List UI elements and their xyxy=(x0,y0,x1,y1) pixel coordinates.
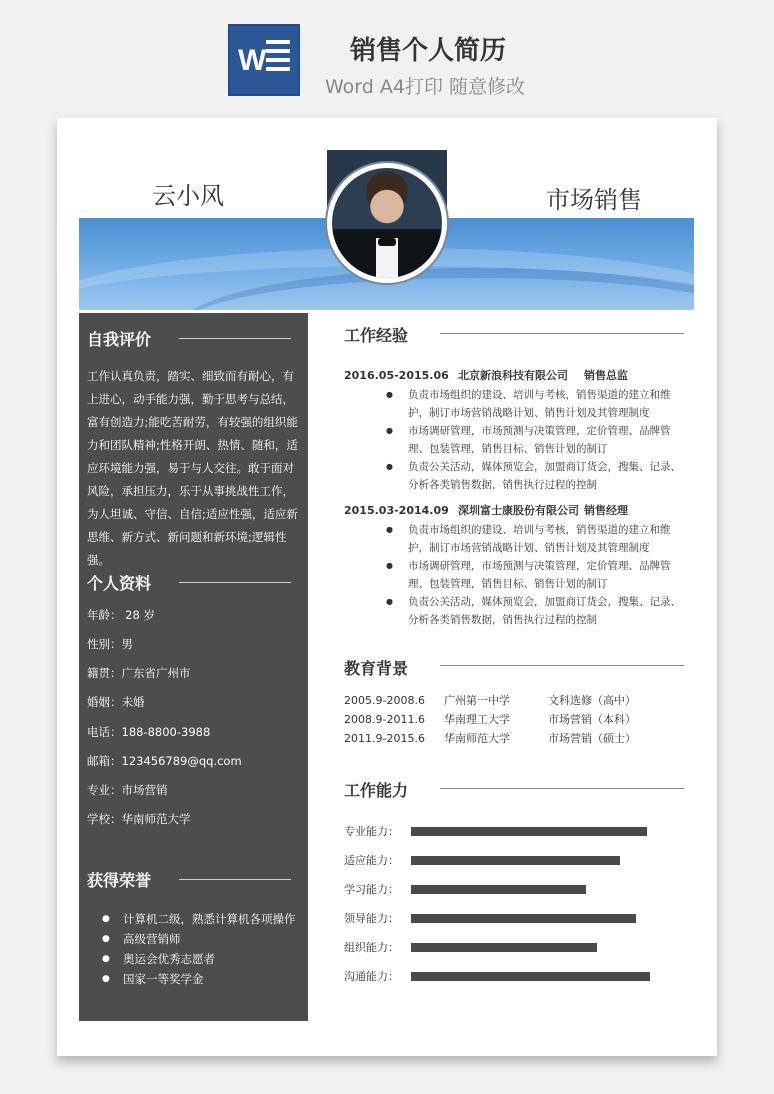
list-item: ● 高级营销师 xyxy=(109,929,304,949)
section-divider xyxy=(440,333,684,334)
info-school: 学校：华南师范大学 xyxy=(87,812,191,826)
section-divider xyxy=(179,338,291,339)
job-period: 2016.05-2015.06 xyxy=(344,369,449,382)
job-position: 销售总监 xyxy=(584,369,628,382)
self-eval-text: 工作认真负责，踏实、细致而有耐心，有上进心，动手能力强，勤于思考与总结，富有创造力;能吃苦耐劳，有较强的组织能力和团队精神;性格开朗、热情、随和，适应环境能力强，易于与人交往。敢于面对风险，承担压力，乐于从事挑战性工作，为人坦诚、守信、自信;适应性强，适应新思维、新方式、新问题和新环境;逻辑性强。 xyxy=(87,369,298,567)
skills-title: 工作能力 xyxy=(344,781,409,800)
info-marital: 婚姻：未婚 xyxy=(87,695,145,709)
left-sidebar xyxy=(79,313,308,1021)
job-position: 销售经理 xyxy=(584,504,628,517)
self-eval-title: 自我评价 xyxy=(87,330,152,349)
skill-row xyxy=(344,908,689,928)
job-period: 2015.03-2014.09 xyxy=(344,504,449,517)
job-entry xyxy=(344,501,689,629)
info-hometown: 籍贯：广东省广州市 xyxy=(87,666,191,680)
job-duty: ● 负责公关活动，媒体预览会，加盟商订货会，搜集、记录、分析各类销售数据，销售执行过程的控制 xyxy=(344,458,689,494)
resume-page xyxy=(57,118,717,1056)
honors-list xyxy=(109,909,304,989)
skill-row xyxy=(344,966,689,986)
skill-label: 组织能力： xyxy=(344,941,399,954)
info-email: 邮箱：123456789@qq.com xyxy=(87,754,242,768)
skill-row xyxy=(344,879,689,899)
document-lines-icon xyxy=(266,40,290,76)
skill-row xyxy=(344,937,689,957)
candidate-name: 云小风 xyxy=(152,182,224,210)
skill-level-bar xyxy=(411,856,620,865)
section-divider xyxy=(179,582,291,583)
job-duty: ● 负责公关活动，媒体预览会，加盟商订货会，搜集、记录、分析各类销售数据，销售执行过程的控制 xyxy=(344,593,689,629)
education-table xyxy=(344,691,636,748)
info-phone: 电话：188-8800-3988 xyxy=(87,725,211,739)
skill-level-bar xyxy=(411,885,586,894)
profile-photo xyxy=(327,163,447,283)
info-gender: 性别：男 xyxy=(87,637,133,651)
skill-label: 适应能力： xyxy=(344,854,399,867)
skill-level-bar xyxy=(411,827,647,836)
list-item: ● 计算机二级，熟悉计算机各项操作 xyxy=(109,909,304,929)
job-duty: ● 市场调研管理，市场预测与决策管理，定价管理、品牌管理、包装管理，销售目标、销售计划的制订 xyxy=(344,422,689,458)
info-age: 年龄： 28 岁 xyxy=(87,608,155,622)
info-major: 专业：市场营销 xyxy=(87,783,168,797)
promo-subtitle: Word A4打印 随意修改 xyxy=(325,76,526,98)
personal-info-title: 个人资料 xyxy=(87,574,152,593)
word-app-icon xyxy=(228,24,300,96)
skill-level-bar xyxy=(411,972,650,981)
candidate-job-title: 市场销售 xyxy=(546,186,642,214)
job-company: 北京新浪科技有限公司 xyxy=(458,369,568,382)
honors-title: 获得荣誉 xyxy=(87,871,152,890)
job-duty: ● 负责市场组织的建设、培训与考核，销售渠道的建立和维护，制订市场营销战略计划、销售计划及其管理制度 xyxy=(344,386,689,422)
job-duty: ● 负责市场组织的建设、培训与考核，销售渠道的建立和维护，制订市场营销战略计划、销售计划及其管理制度 xyxy=(344,521,689,557)
skill-level-bar xyxy=(411,914,636,923)
job-company: 深圳富士康股份有限公司 xyxy=(458,504,579,517)
table-row: 2011.9-2015.6 华南师范大学 市场营销（硕士） xyxy=(344,732,636,745)
table-row: 2008.9-2011.6 华南理工大学 市场营销（本科） xyxy=(344,713,636,726)
word-letter: W xyxy=(238,44,267,77)
skill-label: 领导能力： xyxy=(344,912,399,925)
table-row: 2005.9-2008.6 广州第一中学 文科选修（高中） xyxy=(344,694,636,707)
section-divider xyxy=(440,788,684,789)
section-divider xyxy=(179,879,291,880)
promo-title: 销售个人简历 xyxy=(350,36,507,66)
job-duty: ● 市场调研管理，市场预测与决策管理，定价管理、品牌管理、包装管理，销售目标、销售计划的制订 xyxy=(344,557,689,593)
skill-label: 沟通能力： xyxy=(344,970,399,983)
list-item: ● 国家一等奖学金 xyxy=(109,969,304,989)
skill-level-bar xyxy=(411,943,597,952)
section-divider xyxy=(440,665,684,666)
list-item: ● 奥运会优秀志愿者 xyxy=(109,949,304,969)
experience-title: 工作经验 xyxy=(344,326,409,345)
skill-row xyxy=(344,821,689,841)
skill-label: 学习能力： xyxy=(344,883,399,896)
skill-row xyxy=(344,850,689,870)
job-entry xyxy=(344,366,689,494)
skill-label: 专业能力： xyxy=(344,825,399,838)
education-title: 教育背景 xyxy=(344,659,409,678)
promo-header xyxy=(0,0,774,110)
